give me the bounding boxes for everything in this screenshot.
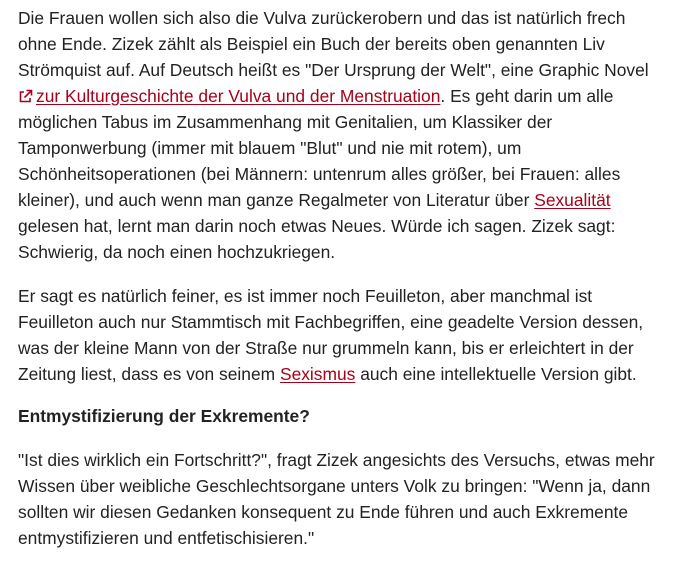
- paragraph-vulva: [18, 5, 658, 265]
- link-kulturgeschichte[interactable]: [18, 86, 440, 106]
- paragraph-feuilleton: [18, 283, 658, 387]
- paragraph-text: Er sagt es natürlich feiner, es ist immer noch Feuilleton, aber manchmal ist Feuilleton auch nur Stammtisch mit Fachbegriffen, eine geadelte Version dessen, was der kleine Mann von der Straße nur grummeln kann, bis er erleichtert in der Zeitung liest, dass es von seinem: [18, 286, 644, 384]
- paragraph-text: . Es geht darin um alle möglichen Tabus im Zusammenhang mit Genitalien, um Klassiker der Tamponwerbung (immer mit blauem "Blut" und nie mit rotem), um Schönheitsoperationen (bei Männern: untenrum alles größer, bei Frauen: alles kleiner), und auch wenn man ganze Regalmeter von Literatur über: [18, 86, 621, 210]
- paragraph-text: auch eine intellektuelle Version gibt.: [355, 364, 637, 384]
- link-sexualitaet[interactable]: Sexualität: [534, 190, 611, 210]
- link-sexismus[interactable]: Sexismus: [279, 364, 356, 384]
- section-heading: Entmystifizierung der Exkremente?: [18, 406, 310, 426]
- external-link-icon: [18, 89, 33, 104]
- link-kulturgeschichte-label: zur Kulturgeschichte der Vulva und der Menstruation: [36, 86, 441, 106]
- paragraph-fortschritt: "Ist dies wirklich ein Fortschritt?", fragt Zizek angesichts des Versuchs, etwas mehr Wissen über weibliche Geschlechtsorgane unters Volk zu bringen: "Wenn ja, dann sollten wir diesen Gedanken konsequent zu Ende führen und auch Exkremente entmystifizieren und entfetischisieren.": [18, 450, 655, 548]
- paragraph-text: gelesen hat, lernt man darin noch etwas Neues. Würde ich sagen. Zizek sagt: Schwierig, da noch einen hochzukriegen.: [18, 216, 616, 262]
- paragraph-text: Die Frauen wollen sich also die Vulva zurückerobern und das ist natürlich frech ohne Ende. Zizek zählt als Beispiel ein Buch der bereits oben genannten Liv Strömquist auf. Auf Deutsch heißt es "Der Ursprung der Welt", eine Graphic Novel: [18, 8, 649, 80]
